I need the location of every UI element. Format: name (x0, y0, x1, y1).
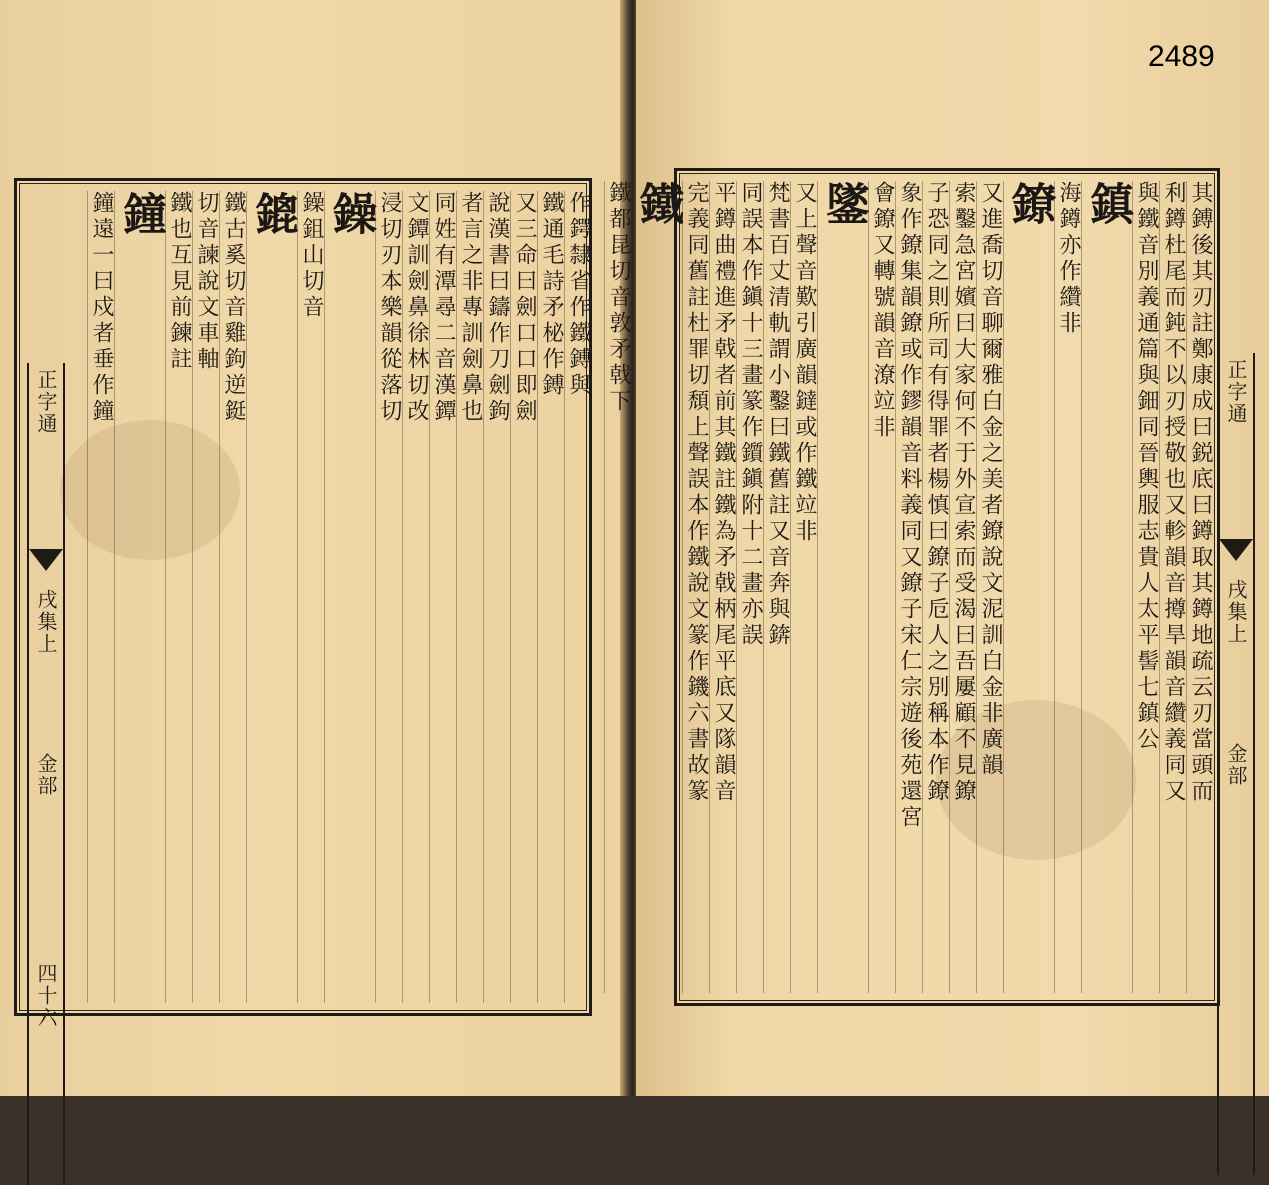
text-column: 作鍔隸省作鐵鎛與 (564, 191, 591, 1003)
text-column: 其鎛後其刃註鄭康成曰鋭底曰鐏取其鐏地疏云刃當頭而 (1186, 181, 1213, 993)
left-margin-title: 正字通 (34, 369, 58, 435)
right-margin-title: 正字通 (1224, 359, 1248, 425)
text-column: 者言之非專訓劍鼻也 (456, 191, 483, 1003)
left-page-frame (14, 178, 592, 1029)
text-column: 平鐏曲禮進矛戟者前其鐵註鐵為矛戟柄尾平底又隊韻音 (709, 181, 736, 993)
fish-tail-mark (1219, 539, 1253, 561)
headword: 鐵 (631, 181, 682, 993)
text-column: 同誤本作鎭十三畫篆作鑕鎭附十二畫亦誤 (736, 181, 763, 993)
right-page-frame (606, 168, 1248, 1006)
text-column: 鐵通毛詩矛柲作鎛 (537, 191, 564, 1003)
text-column: 鐵也互見前鍊註 (165, 191, 192, 1003)
text-column: 同姓有潭尋二音漢鐔 (429, 191, 456, 1003)
text-column: 會鐐又轉號韻音潦竝非 (868, 181, 895, 993)
text-column: 鐰鉏山切音 (297, 191, 324, 1003)
right-page (606, 0, 1269, 1096)
left-text-columns (63, 191, 591, 1003)
left-margin-leaf: 四十六 (34, 963, 58, 1029)
left-margin-radical: 金部 (34, 753, 58, 797)
headword: 鐰 (324, 191, 375, 1003)
text-column: 子恐同之則所司有得罪者楊慎曰鐐子卮人之別稱本作鐐 (922, 181, 949, 993)
text-column: 浸切刃本樂韻從落切 (375, 191, 402, 1003)
text-column: 又進喬切音聊爾雅白金之美者鐐說文泥訓白金非廣韻 (976, 181, 1003, 993)
left-margin-section: 戌集上 (34, 589, 58, 655)
text-column: 鐵都昆切音敦矛戟下 (604, 181, 631, 993)
right-text-columns (606, 181, 1213, 993)
text-column: 鐵古奚切音雞鉤逆鋌 (219, 191, 246, 1003)
text-column: 說漢書曰鑄作刀劍鉤 (483, 191, 510, 1003)
right-margin-radical: 金部 (1224, 743, 1248, 787)
text-column: 索鑿急宮嬪曰大家何不于外宣索而受渴曰吾屢顧不見鐐 (949, 181, 976, 993)
headword: 鐆 (817, 181, 868, 993)
page-number: 2489 (1148, 40, 1215, 73)
headword: 鎮 (1081, 181, 1132, 993)
right-margin-section: 戌集上 (1224, 579, 1248, 645)
text-column: 與鐵音別義通篇與鈿同晉輿服志貴人太平髻七鎮公 (1132, 181, 1159, 993)
text-column: 又三命曰劍口口即劍 (510, 191, 537, 1003)
text-column: 鐘遠一曰戍者垂作鐘 (87, 191, 114, 1003)
text-column: 海鐏亦作纘非 (1054, 181, 1081, 993)
text-column: 又上聲音歎引廣韻鐽或作鐵竝非 (790, 181, 817, 993)
text-column: 文鐔訓劍鼻徐林切改 (402, 191, 429, 1003)
text-column: 完義同舊註杜罪切頹上聲誤本作鐵說文篆作鐖六書故篆 (682, 181, 709, 993)
headword: 鐐 (1003, 181, 1054, 993)
right-margin-strip (1217, 353, 1255, 1175)
headword: 鐘 (114, 191, 165, 1003)
text-column: 切音諫說文車軸 (192, 191, 219, 1003)
text-column: 梵書百丈清軌謂小鑿曰鐵舊註又音奔與錛 (763, 181, 790, 993)
text-column: 象作鐐集韻鐐或作鏐韻音料義同又鐐子宋仁宗遊後苑還宮 (895, 181, 922, 993)
left-margin-strip (27, 363, 65, 1185)
text-column: 利鐏杜尾而鈍不以刃授敬也又軫韻音撙旱韻音纘義同又 (1159, 181, 1186, 993)
headword: 鎞 (246, 191, 297, 1003)
left-page (0, 0, 626, 1096)
fish-tail-mark (29, 549, 63, 571)
